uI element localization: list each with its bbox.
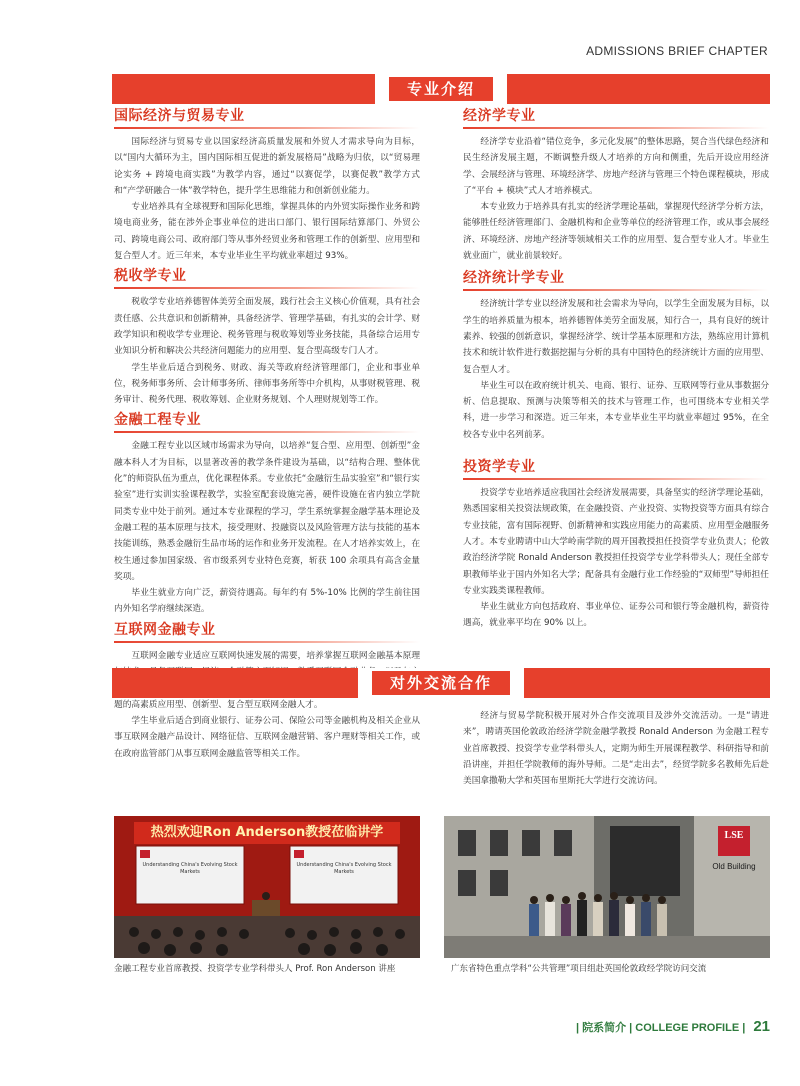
footer-section-label: | 院系简介 | COLLEGE PROFILE | [575, 1022, 746, 1034]
page-footer [576, 1018, 770, 1035]
major-section [463, 106, 769, 264]
exchange-banner-title: 对外交流合作 [372, 671, 510, 695]
section-paragraph: 专业培养具有全球视野和国际化思维，掌握具体的内外贸实际操作业务和跨境电商业务，能在涉外企事业单位的进出口部门、银行国际结算部门、外贸公司、跨境电商公司、政府部门等从事外经贸业务和管理工作的创新型、应用型和复合型人才。近三年来，本专业毕业生平均就业率超过 93%。 [114, 202, 420, 262]
lecture-photo [114, 816, 420, 958]
section-title: 互联网金融专业 [114, 620, 420, 643]
section-paragraph: 学生毕业后适合到商业银行、证券公司、保险公司等金融机构及相关企业从事互联网金融产品设计、网络征信、互联网金融营销、客户理财等相关工作，或在政府监管部门从事互联网金融监管等相关工作。 [114, 715, 420, 759]
right-column [463, 106, 769, 632]
lecture-slide-text-left: Understanding China's Evolving Stock Markets [142, 862, 238, 875]
lse-photo-caption: 广东省特色重点学科“公共管理”项目组赴英国伦敦政经学院访问交流 [451, 964, 707, 974]
exchange-section [463, 708, 769, 789]
lecture-photo-caption: 金融工程专业首席教授、投资学专业学科带头人 Prof. Ron Anderson 讲座 [114, 964, 396, 974]
exchange-banner [112, 668, 770, 698]
lse-visit-photo [444, 816, 770, 958]
section-paragraph: 投资学专业培养适应我国社会经济发展需要，具备坚实的经济学理论基础，熟悉国家相关投资法规政策，在金融投资、产业投资、实物投资等方面具有综合专业技能，富有国际视野、创新精神和实践应用能力的高素质、应用型金融服务人才。本专业聘请中山大学岭南学院的周开国教授担任投资学专业负责人；伦敦政治经济学院 Ronald Anderson 教授担任投资学专业学科带头人；现任全部专职教师毕业于国内外知名大学；配备具有金融行业工作经验的“双师型”导师担任专业实践类课程教师。 [463, 488, 769, 596]
section-paragraph: 经济统计学专业以经济发展和社会需求为导向，以学生全面发展为目标，以学生的培养质量为根本，培养德智体美劳全面发展，知行合一，具有良好的统计素养、较强的创新意识，掌握经济学、统计学基本原理和方法，熟练应用计算机技术和统计软件进行数据挖掘与分析的具有中国特色的经济统计方面的应用型、复合型人才。 [463, 299, 769, 375]
section-title: 税收学专业 [114, 266, 420, 289]
section-paragraph: 互联网金融专业适应互联网快速发展的需要，培养掌握互联网金融基本原理 题的高素质应用型、创新型、复合型互联网金融人才。 [114, 650, 420, 710]
major-section [463, 268, 769, 443]
section-paragraph: 毕业生可以在政府统计机关、电商、银行、证券、互联网等行业从事数据分析、信息提取、预测与决策等相关的技术与管理工作，也可围绕本专业相关学科，进一步学习和深造。近三年来，本专业毕业生平均就业率超过 95%，在全校各专业中名列前茅。 [463, 380, 769, 440]
major-section [114, 266, 420, 408]
section-paragraph: 税收学专业培养德智体美劳全面发展，践行社会主义核心价值观，具有社会责任感、公共意识和创新精神，具备经济学、管理学基础，有扎实的会计学、财政学知识和税收学专业理论、税务管理与税收筹划等业务技能，具备综合运用专业知识分析和解决公共经济问题能力的应用型、复合型高级专门人才。 [114, 297, 420, 357]
section-paragraph: 金融工程专业以区域市场需求为导向，以培养“复合型、应用型、创新型”金融本科人才为目标，以显著改善的教学条件建设为基础，以“结构合理、整体优化”的师资队伍为重点，优化课程体系。专业依托“金融衍生品实验室”和“银行实验室”进行实训实验课程教学，实验室配套设施完善，硬件设施在省内独立学院同类专业中处于前列。通过本专业课程的学习，学生系统掌握金融学基本理论及金融工程的基本原理与技术，接受理财、投融资以及风险管理方法与技能的基本技能训练，熟悉金融衍生品市场的运作和业务开发流程。在人才培养实效上，在校生通过参加国家级、省市级系列专业特色竞赛，斩获 100 余项具有高含金量奖项。 [114, 441, 420, 582]
section-title: 投资学专业 [463, 457, 769, 480]
page-number: 21 [753, 1018, 770, 1035]
major-section [463, 457, 769, 632]
section-paragraph: 毕业生就业方向包括政府、事业单位、证券公司和银行等金融机构，薪资待遇高，就业率平均在 90% 以上。 [463, 602, 769, 629]
major-section [114, 106, 420, 264]
lecture-slide-text-right: Understanding China's Evolving Stock Markets [296, 862, 392, 875]
section-paragraph: 本专业致力于培养具有扎实的经济学理论基础，掌握现代经济学分析方法，能够胜任经济管理部门、金融机构和企业等单位的经济管理工作，或从事会展经济、环境经济、房地产经济等领域相关工作的应用型、复合型专业人才。毕业生就业面广，就业前景较好。 [463, 202, 769, 262]
section-title: 国际经济与贸易专业 [114, 106, 420, 129]
lecture-welcome-banner: 热烈欢迎Ron Anderson教授莅临讲学 [150, 825, 384, 840]
chapter-header: ADMISSIONS BRIEF CHAPTER [586, 44, 768, 58]
major-section [114, 410, 420, 617]
lse-logo: LSE [724, 830, 744, 841]
major-intro-banner [112, 74, 770, 104]
major-intro-banner-title: 专业介绍 [389, 77, 493, 101]
exchange-paragraph: 经济与贸易学院积极开展对外合作交流项目及涉外交流活动。一是“请进来”，聘请英国伦敦政治经济学院金融学教授 Ronald Anderson 为金融工程专业首席教授、投资学专业学科带头人，定期为师生开展课程教学、科研指导和前沿讲座，并担任学院教师的海外导师。二是“走出去”，经贸学院多名教师先后赴美国拿撒勒大学和英国布里斯托大学进行交流访问。 [463, 711, 769, 787]
left-column [114, 106, 420, 762]
section-paragraph: 国际经济与贸易专业以国家经济高质量发展和外贸人才需求导向为目标，以“国内大循环为主，国内国际相互促进的新发展格局”战略为归依，以“贸易理论实务 + 跨境电商实践”为教学内容，通过“以赛促学，以赛促教”教学方式和“产学研融合一体”教学特色，提升学生思维能力和创新创业能力。 [114, 137, 420, 196]
section-paragraph: 经济学专业沿着“错位竞争，多元化发展”的整体思路，契合当代绿色经济和民生经济发展主题，不断调整升级人才培养的方向和侧重，先后开设应用经济学、会展经济与管理、环境经济学、房地产经济与管理三个特色课程模块，形成了“平台 + 模块”式人才培养模式。 [463, 137, 769, 196]
old-building-sign: Old Building [712, 862, 756, 871]
section-title: 经济统计学专业 [463, 268, 769, 291]
section-paragraph: 毕业生就业方向广泛，薪资待遇高。每年约有 5%-10% 比例的学生前往国内外知名学府继续深造。 [114, 588, 420, 615]
section-title: 金融工程专业 [114, 410, 420, 433]
section-paragraph: 学生毕业后适合到税务、财政、海关等政府经济管理部门，企业和事业单位，税务师事务所、会计师事务所、律师事务所等中介机构，从事财税管理、税务审计、税务代理、税收筹划、企业财务规划、个人理财规划等工作。 [114, 362, 420, 406]
section-title: 经济学专业 [463, 106, 769, 129]
